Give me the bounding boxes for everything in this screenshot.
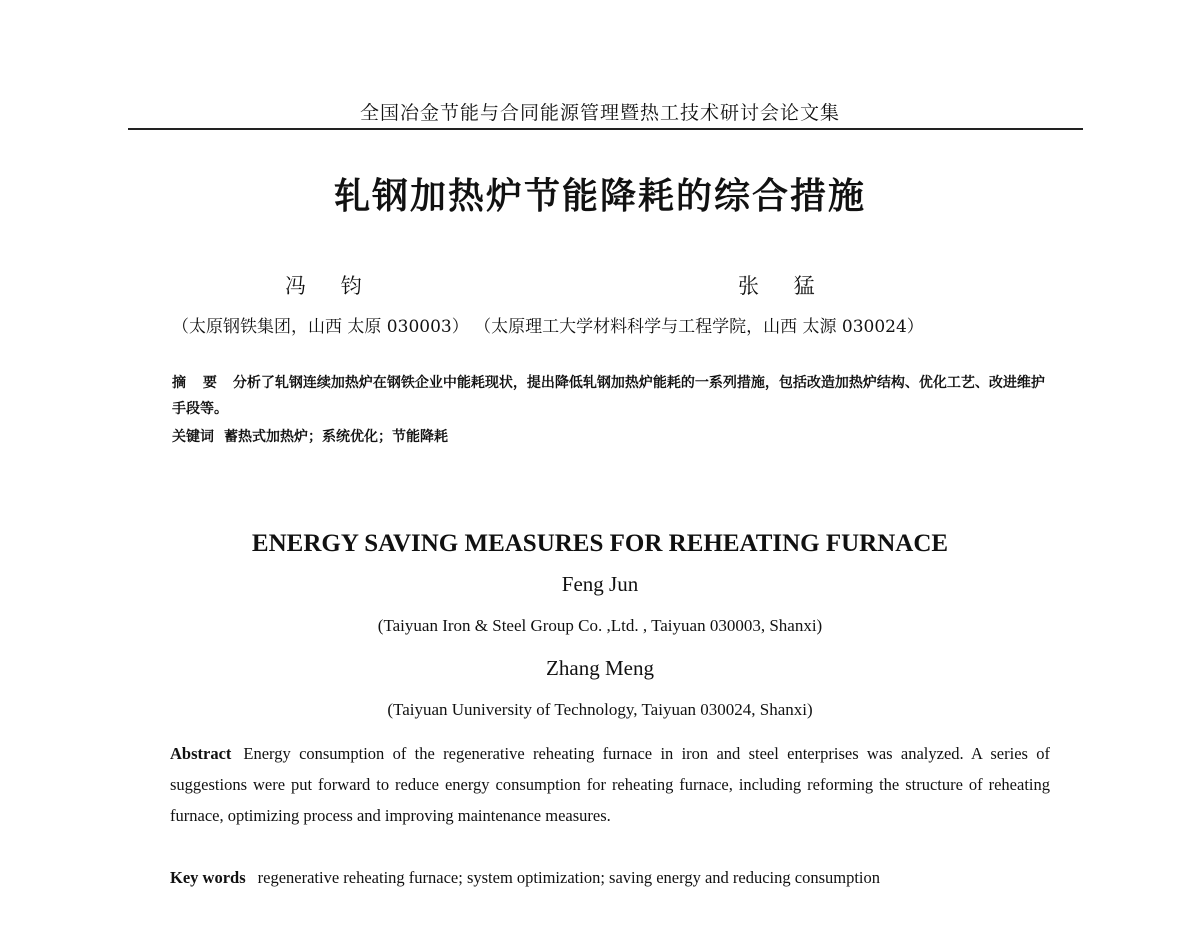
keywords-en bbox=[170, 868, 880, 888]
affiliation-en-2: (Taiyuan Uuniversity of Technology, Taiyuan 030024, Shanxi) bbox=[387, 700, 813, 719]
author-en-2: Zhang Meng bbox=[546, 656, 654, 680]
running-header: 全国冶金节能与合同能源管理暨热工技术研讨会论文集 bbox=[359, 102, 840, 124]
author-en-1: Feng Jun bbox=[561, 572, 639, 596]
abstract-cn bbox=[172, 370, 1052, 422]
affiliation-en-1: (Taiyuan Iron & Steel Group Co. ,Ltd. , Taiyuan 030003, Shanxi) bbox=[377, 616, 823, 635]
paper-title-en: ENERGY SAVING MEASURES FOR REHEATING FURNACE bbox=[251, 530, 949, 557]
keywords-cn bbox=[172, 424, 1052, 450]
abstract-cn-label: 摘 要 bbox=[172, 375, 223, 391]
keywords-en-label: Key words bbox=[170, 868, 246, 887]
author-cn-1: 冯 钧 bbox=[285, 274, 376, 298]
author-cn-2: 张 猛 bbox=[738, 274, 829, 298]
affiliations-cn: （太原钢铁集团，山西 太原 030003） （太原理工大学材料科学与工程学院，山西 太源 030024） bbox=[172, 317, 924, 337]
abstract-cn-text: 分析了轧钢连续加热炉在钢铁企业中能耗现状，提出降低轧钢加热炉能耗的一系列措施，包括改造加热炉结构、优化工艺、改进维护手段等。 bbox=[172, 375, 1045, 417]
abstract-en-label: Abstract bbox=[170, 744, 232, 763]
paper-title-cn: 轧钢加热炉节能降耗的综合措施 bbox=[333, 175, 866, 217]
keywords-cn-label: 关键词 bbox=[172, 429, 214, 445]
keywords-en-text: regenerative reheating furnace; system optimization; saving energy and reducing consumption bbox=[257, 868, 880, 887]
header-rule bbox=[128, 128, 1083, 130]
abstract-en-text: Energy consumption of the regenerative reheating furnace in iron and steel enterprises was analyzed. A series of suggestions were put forward to reduce energy consumption for reheating furnace, including reforming the structure of reheating furnace, optimizing process and improving maintenance measures. bbox=[170, 744, 1050, 825]
abstract-en bbox=[170, 738, 1050, 831]
keywords-cn-text: 蓄热式加热炉；系统优化；节能降耗 bbox=[224, 429, 448, 445]
